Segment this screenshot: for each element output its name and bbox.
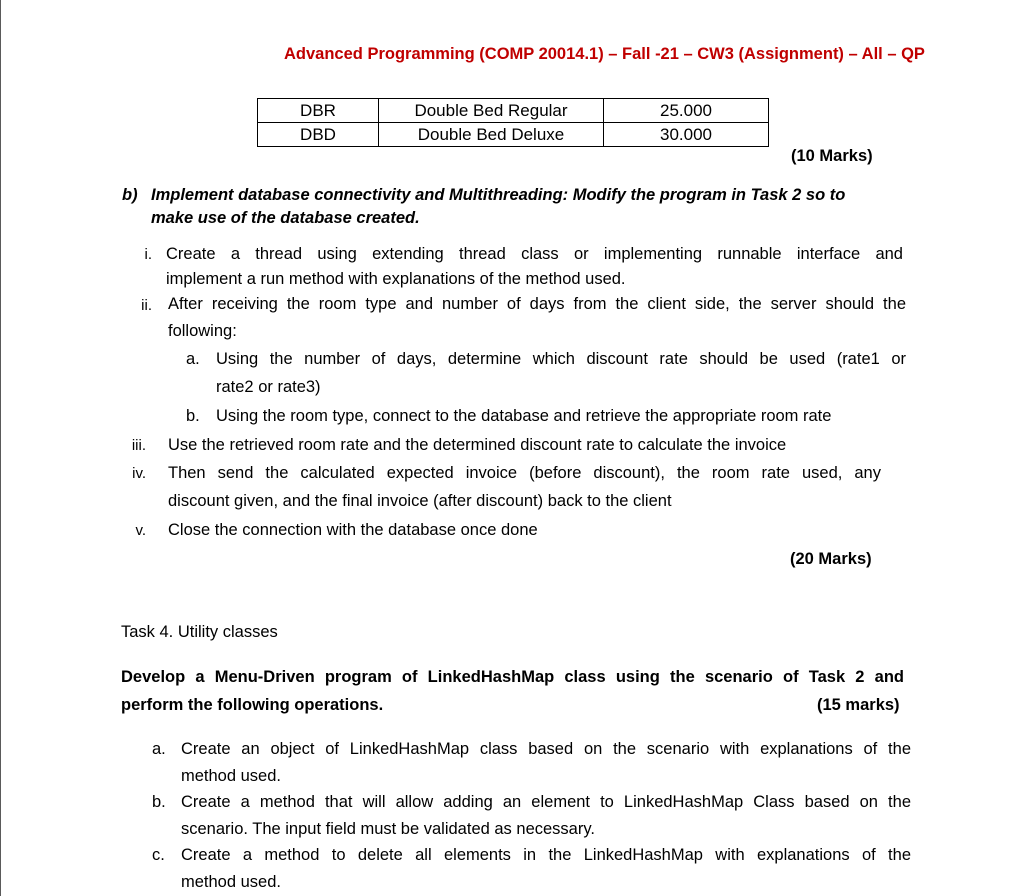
task4-description-line1: Develop a Menu-Driven program of LinkedHashMap class using the scenario of Task 2 and: [121, 668, 904, 686]
room-code-cell: DBR: [258, 99, 379, 123]
subitem-b-line1: Using the room type, connect to the database and retrieve the appropriate room rate: [216, 407, 832, 425]
room-rate-cell: 30.000: [604, 123, 769, 147]
item-number: b.: [152, 793, 166, 811]
marks-part-b: (20 Marks): [790, 550, 872, 568]
room-code-cell: DBD: [258, 123, 379, 147]
op-a-line1: Create an object of LinkedHashMap class based on the scenario with explanations of the: [181, 740, 911, 758]
item-iii-line1: Use the retrieved room rate and the determined discount rate to calculate the invoice: [168, 436, 787, 454]
section-b-line1: Implement database connectivity and Multithreading: Modify the program in Task 2 so to: [151, 186, 846, 204]
op-b-line2: scenario. The input field must be validated as necessary.: [181, 820, 595, 838]
item-iv-line2: discount given, and the final invoice (after discount) back to the client: [168, 492, 672, 510]
item-ii-line1: After receiving the room type and number of days from the client side, the server should the: [168, 295, 906, 313]
item-number: a.: [152, 740, 166, 758]
table-row: [258, 123, 769, 147]
item-iv-line1: Then send the calculated expected invoice (before discount), the room rate used, any: [168, 464, 881, 482]
document-header: Advanced Programming (COMP 20014.1) – Fall -21 – CW3 (Assignment) – All – QP: [284, 45, 925, 63]
item-number: iii.: [131, 437, 146, 454]
task4-title: Task 4. Utility classes: [121, 623, 278, 641]
room-rates-table: [257, 98, 769, 147]
op-c-line2: method used.: [181, 873, 281, 891]
item-number: b.: [186, 407, 200, 425]
item-number: i.: [144, 246, 152, 263]
room-rate-cell: 25.000: [604, 99, 769, 123]
subitem-a-line2: rate2 or rate3): [216, 378, 321, 396]
section-b-heading: [122, 184, 902, 230]
item-number: a.: [186, 350, 200, 368]
table-row: [258, 99, 769, 123]
item-v-line1: Close the connection with the database once done: [168, 521, 538, 539]
section-b-line2: make use of the database created.: [151, 209, 420, 227]
op-b-line1: Create a method that will allow adding an element to LinkedHashMap Class based on the: [181, 793, 911, 811]
subitem-a-line1: Using the number of days, determine which discount rate should be used (rate1 or: [216, 350, 906, 368]
op-c-line1: Create a method to delete all elements in the LinkedHashMap with explanations of the: [181, 846, 911, 864]
item-i-line1: Create a thread using extending thread class or implementing runnable interface and: [166, 245, 903, 263]
marks-part-a: (10 Marks): [791, 147, 873, 165]
op-a-line2: method used.: [181, 767, 281, 785]
item-ii-line2: following:: [168, 322, 237, 340]
page-left-border: [0, 0, 1, 896]
room-name-cell: Double Bed Regular: [379, 99, 604, 123]
item-number: c.: [152, 846, 165, 864]
task4-description-line2: perform the following operations.: [121, 696, 384, 714]
item-number: v.: [135, 522, 146, 539]
item-number: iv.: [132, 465, 146, 482]
item-number: ii.: [141, 297, 152, 314]
room-name-cell: Double Bed Deluxe: [379, 123, 604, 147]
section-b-label: b): [122, 186, 138, 204]
item-i-line2: implement a run method with explanations of the method used.: [166, 270, 626, 288]
task4-marks: (15 marks): [817, 696, 900, 714]
